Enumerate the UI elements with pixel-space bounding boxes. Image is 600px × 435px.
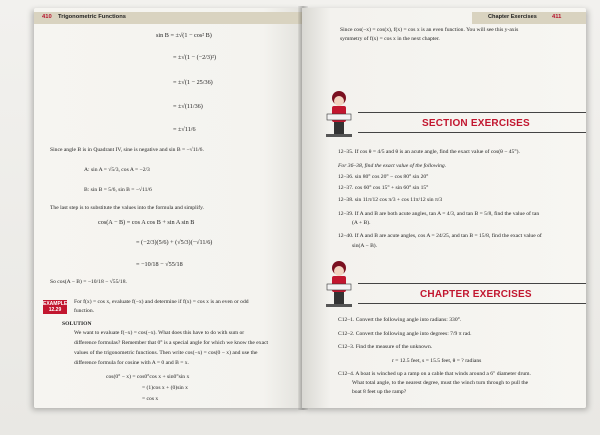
formula-line: = −10/18 − √55/18 bbox=[136, 261, 183, 268]
values-angle-b: B: sin B = 5/6, sin B = −√11/6 bbox=[84, 187, 152, 193]
formula-line: cos(A − B) = cos A cos B + sin A sin B bbox=[98, 219, 195, 226]
chapter-exercise-line: boat 8 feet up the ramp? bbox=[352, 389, 407, 395]
right-page-number: 411 bbox=[552, 14, 562, 20]
left-page-number: 410 bbox=[42, 14, 52, 20]
values-angle-a: A: sin A = √5/3, cos A = −2/3 bbox=[84, 167, 150, 173]
chapter-top-rule bbox=[358, 283, 586, 284]
example-badge bbox=[43, 300, 67, 314]
solution-line: values of the trigonometric functions. Then write cos(−x) = cos(0 − x) and use the bbox=[74, 350, 258, 356]
exercise-line: 12–38. sin 11π/12 cos π/3 + cos 11π/12 sin π/3 bbox=[338, 197, 443, 203]
result-line: So cos(A − B) = −10/18 − √55/18. bbox=[50, 279, 127, 285]
right-running-head: Chapter Exercises bbox=[488, 14, 537, 20]
math-step: sin B = ±√(1 − cos² B) bbox=[156, 32, 212, 39]
chapter-exercise-line: C12–3. Find the measure of the unknown. bbox=[338, 344, 433, 350]
derivation-line: cos(0° − x) = cos0°cos x + sin0°sin x bbox=[106, 374, 190, 380]
chapter-exercise-line: C12–1. Convert the following angle into radians: 330°. bbox=[338, 317, 462, 323]
chapter-exercise-line: C12–4. A boat is winched up a ramp on a cable that winds around a 6" diameter drum. bbox=[338, 371, 531, 377]
formula-line: = (−2/3)(5/6) + (√5/3)(−√11/6) bbox=[136, 239, 213, 246]
example-badge-label: EXAMPLE bbox=[43, 301, 68, 307]
chapter-exercise-line: What total angle, to the nearest degree, must the winch turn through to pull the bbox=[352, 380, 529, 386]
exercise-line: 12–37. cos 60° cos 15° + sin 60° sin 15° bbox=[338, 185, 429, 191]
math-step: = ±√(11/36) bbox=[173, 103, 203, 110]
solution-label: SOLUTION bbox=[62, 321, 92, 327]
section-top-rule bbox=[358, 112, 586, 113]
math-step: = ±√11/6 bbox=[173, 126, 196, 133]
left-running-head: Trigonometric Functions bbox=[58, 14, 126, 20]
student-illustration-icon bbox=[324, 90, 354, 140]
intro-line: symmetry of f(x) = cos x in the next chapter. bbox=[340, 36, 440, 42]
chapter-bottom-rule bbox=[358, 303, 586, 304]
right-page bbox=[302, 8, 586, 408]
chapter-exercises-heading: CHAPTER EXERCISES bbox=[420, 289, 532, 300]
student-illustration-icon bbox=[324, 260, 354, 310]
example-text-line: function. bbox=[74, 308, 95, 314]
exercise-line: 12–39. If A and B are both acute angles, tan A = 4/3, and tan B = 5/8, find the value of tan bbox=[338, 211, 540, 217]
section-exercises-heading: SECTION EXERCISES bbox=[422, 118, 530, 129]
solution-line: difference formulas? Remember that 0° is a special angle for which we know the exact bbox=[74, 340, 269, 346]
math-step: = ±√(1 − (−2/3)²) bbox=[173, 54, 216, 61]
chapter-exercise-line: r = 12.5 feet, s = 15.5 feet, θ = ? radians bbox=[392, 358, 482, 364]
intro-line: Since cos(−x) = cos(x), f(x) = cos x is an even function. You will see this y-axis bbox=[340, 27, 519, 33]
exercise-instruction: For 36–38, find the exact value of the following. bbox=[338, 163, 447, 169]
chapter-exercise-line: C12–2. Convert the following angle into degrees: 7/9 π rad. bbox=[338, 331, 472, 337]
example-badge-number: 12.29 bbox=[48, 307, 62, 313]
last-step-text: The last step is to substitute the values into the formula and simplify. bbox=[50, 205, 204, 211]
quadrant-note: Since angle B is in Quadrant IV, sine is negative and sin B = −√11/6. bbox=[50, 147, 204, 153]
exercise-line: sin(A − B). bbox=[352, 243, 378, 249]
section-bottom-rule bbox=[358, 132, 586, 133]
exercise-line: 12–36. sin 80° cos 20° − cos 80° sin 20° bbox=[338, 174, 429, 180]
math-step: = ±√(1 − 25/36) bbox=[173, 79, 213, 86]
derivation-line: = cos x bbox=[142, 396, 159, 402]
exercise-line: 12–40. If A and B are acute angles, cos A = 24/25, and tan B = 15/8, find the exact value of bbox=[338, 233, 542, 239]
example-text-line: For f(x) = cos x, evaluate f(−x) and determine if f(x) = cos x is an even or odd bbox=[74, 299, 249, 305]
solution-line: difference formula for cosine with A = 0 and B = x. bbox=[74, 360, 189, 366]
derivation-line: = (1)cos x + (0)sin x bbox=[142, 385, 188, 391]
exercise-line: 12–35. If cos θ = 4/5 and θ is an acute angle, find the exact value of cos(θ − 45°). bbox=[338, 149, 520, 155]
left-page bbox=[34, 8, 304, 408]
solution-line: We want to evaluate f(−x) = cos(−x). What does this have to do with sum or bbox=[74, 330, 245, 336]
exercise-line: (A + B). bbox=[352, 220, 371, 226]
